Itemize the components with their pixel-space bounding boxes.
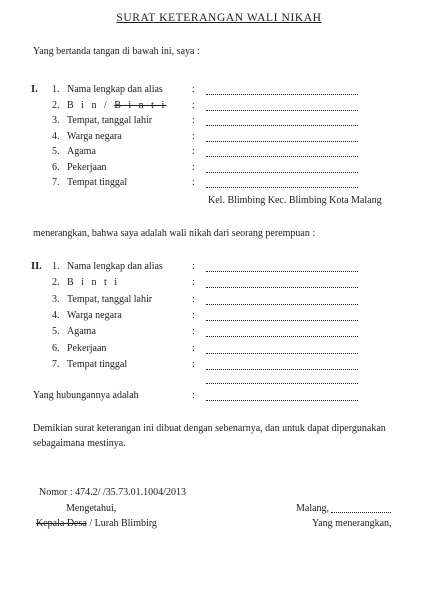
section-1-item-colon: : xyxy=(192,130,195,142)
section-2-item-dotted-line[interactable] xyxy=(206,369,358,370)
section-2-item-number: 7. xyxy=(52,358,60,370)
section-1-item-number: 1. xyxy=(52,84,60,95)
section-2-item-label: Agama xyxy=(67,326,96,338)
section-1-item-dotted-line[interactable] xyxy=(206,125,358,126)
section-2-item-colon: : xyxy=(192,277,195,289)
section-1-bin-text: B i n / xyxy=(67,99,115,111)
section-1-item-colon: : xyxy=(192,84,195,95)
nomor-text: Nomor : 474.2/ /35.73.01.1004/2013 xyxy=(39,487,186,498)
section-2-item-number: 5. xyxy=(52,326,60,338)
section-2-item-colon: : xyxy=(192,326,195,338)
section-2-roman: II. xyxy=(31,261,42,272)
letter-title: SURAT KETERANGAN WALI NIKAH xyxy=(116,12,322,24)
section-1-item-label: Warga negara xyxy=(67,130,122,142)
closing-line-1: Demikian surat keterangan ini dibuat dengan sebenarnya, dan untuk dapat dipergunakan xyxy=(33,423,386,434)
yang-menerangkan-text: Yang menerangkan, xyxy=(312,518,392,529)
section-1-item-label: Pekerjaan xyxy=(67,161,107,173)
section-1-binti-text: B i n t i xyxy=(114,99,167,111)
section-1-item-number: 2. xyxy=(52,99,60,111)
relation-dotted-line[interactable] xyxy=(206,400,358,401)
intro-text: Yang bertanda tangan di bawah ini, saya : xyxy=(33,46,200,57)
section-2-item-dotted-line[interactable] xyxy=(206,271,358,272)
mengetahui-text: Mengetahui, xyxy=(66,503,117,514)
relation-label: Yang hubungannya adalah xyxy=(33,390,139,401)
section-2-item-label: Nama lengkap dan alias xyxy=(67,261,163,272)
section-2-item-dotted-line[interactable] xyxy=(206,353,358,354)
section-2-item-colon: : xyxy=(192,309,195,321)
section-1-item-colon: : xyxy=(192,177,195,188)
section-1-item-dotted-line[interactable] xyxy=(206,141,358,142)
section-1-item-dotted-line[interactable] xyxy=(206,110,358,111)
section-2-item-colon: : xyxy=(192,293,195,305)
section-1-item-label: Nama lengkap dan alias xyxy=(67,84,163,95)
section-1-address: Kel. Blimbing Kec. Blimbing Kota Malang xyxy=(208,195,382,206)
section-1-item-number: 6. xyxy=(52,161,60,173)
section-2-item-label: B i n t i xyxy=(67,277,120,289)
section-1-item-number: 3. xyxy=(52,115,60,126)
section-1-roman: I. xyxy=(31,84,38,95)
section-2-item-label: Pekerjaan xyxy=(67,342,107,354)
section-2-item-number: 1. xyxy=(52,261,60,272)
section-2-extra-dotted-line[interactable] xyxy=(206,383,358,384)
section-1-item-colon: : xyxy=(192,161,195,173)
section-1-item-dotted-line[interactable] xyxy=(206,187,358,188)
section-2-item-colon: : xyxy=(192,358,195,370)
date-dotted-line[interactable] xyxy=(331,512,391,513)
section-2-item-number: 6. xyxy=(52,342,60,354)
signature-title-left xyxy=(36,518,157,530)
section-1-item-label: Agama xyxy=(67,146,96,157)
section-2-item-number: 4. xyxy=(52,309,60,321)
section-2-item-number: 2. xyxy=(52,277,60,289)
section-2-item-colon: : xyxy=(192,261,195,272)
malang-text: Malang, xyxy=(296,503,330,514)
section-2-item-dotted-line[interactable] xyxy=(206,287,358,288)
lurah-text: / Lurah Blimbirg xyxy=(86,518,157,529)
section-1-item-colon: : xyxy=(192,115,195,126)
section-2-item-dotted-line[interactable] xyxy=(206,304,358,305)
section-2-item-label: Tempat tinggal xyxy=(67,358,128,370)
section-1-item-number: 4. xyxy=(52,130,60,142)
section-2-item-label: Tempat, tanggal lahir xyxy=(67,293,153,305)
section-1-item-label: Tempat, tanggal lahir xyxy=(67,115,153,126)
section-1-item-label: Tempat tinggal xyxy=(67,177,128,188)
section-1-item-dotted-line[interactable] xyxy=(206,172,358,173)
section-2-item-label: Warga negara xyxy=(67,309,122,321)
middle-text: menerangkan, bahwa saya adalah wali nikah dari seorang perempuan : xyxy=(33,228,316,239)
section-1-item-label xyxy=(67,100,167,112)
section-2-item-number: 3. xyxy=(52,293,60,305)
closing-line-2: sebagaimana mestinya. xyxy=(33,438,126,449)
section-1-item-colon: : xyxy=(192,99,195,111)
kepala-desa-text: Kepala Desa xyxy=(36,518,87,529)
section-2-item-colon: : xyxy=(192,342,195,354)
section-1-item-colon: : xyxy=(192,146,195,157)
section-2-item-dotted-line[interactable] xyxy=(206,320,358,321)
section-1-item-number: 7. xyxy=(52,177,60,188)
section-1-item-dotted-line[interactable] xyxy=(206,156,358,157)
section-1-item-number: 5. xyxy=(52,146,60,157)
section-2-item-dotted-line[interactable] xyxy=(206,336,358,337)
relation-colon: : xyxy=(192,390,195,401)
section-1-item-dotted-line[interactable] xyxy=(206,94,358,95)
